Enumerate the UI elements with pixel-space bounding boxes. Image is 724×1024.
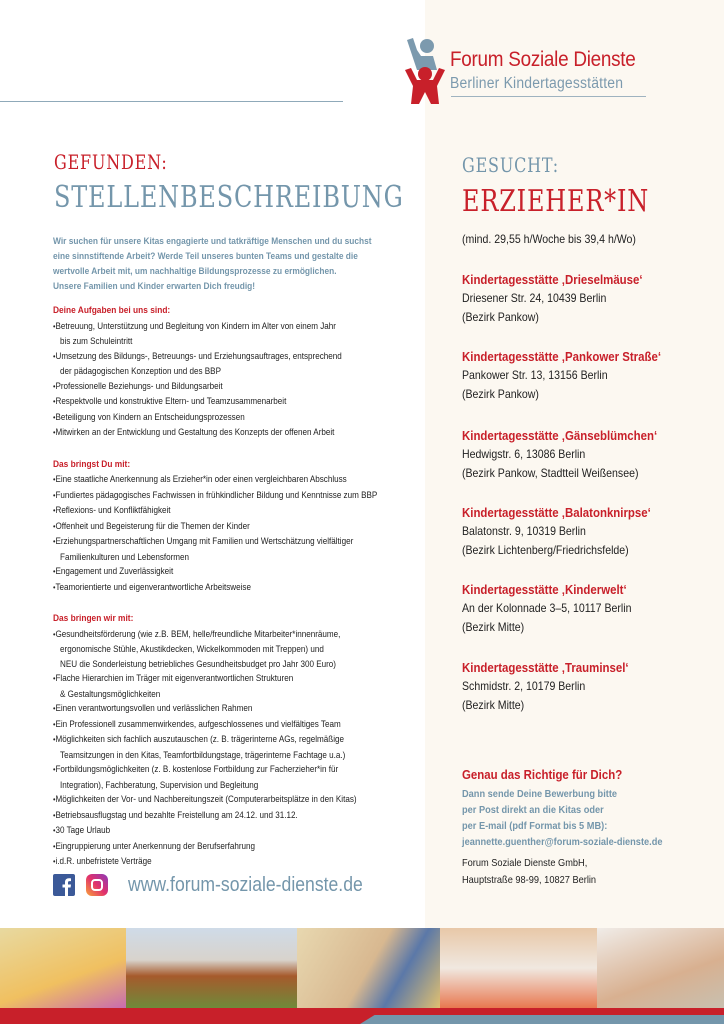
list-item: • i.d.R. unbefristete Verträge [53,854,377,870]
location-address: Schmidstr. 2, 10179 Berlin [462,679,586,693]
list-item: • Gesundheitsförderung (wie z.B. BEM, helle/freundliche Mitarbeiter*innenräume, ergonomische Stühle, Akustikdecken, Wickelkommoden mit Treppen) und NEU die Sonderleistung betriebliches Gesundheitsbudget pro Jahr 300 Euro) [53,627,377,672]
company-name: Forum Soziale Dienste GmbH, [462,857,588,869]
location-district: (Bezirk Lichtenberg/Friedrichsfelde) [462,543,629,557]
sections [53,304,377,870]
location-name: Kindertagesstätte ‚Balatonknirpse‘ [462,505,651,520]
location-address: Hedwigstr. 6, 13086 Berlin [462,447,586,461]
location-name: Kindertagesstätte ‚Trauminsel‘ [462,660,629,675]
location-address: Driesener Str. 24, 10439 Berlin [462,291,607,305]
location-district: (Bezirk Mitte) [462,698,525,712]
location-district: (Bezirk Pankow) [462,310,539,324]
cta-heading: Genau das Richtige für Dich? [462,767,623,782]
cta-line: per E-mail (pdf Format bis 5 MB): [462,820,608,832]
location-address: An der Kolonnade 3–5, 10117 Berlin [462,601,632,615]
section-list [53,472,377,595]
section-list [53,319,377,441]
location-address: Balatonstr. 9, 10319 Berlin [462,524,586,538]
list-item: • Engagement und Zuverlässigkeit [53,564,377,580]
list-item: • Offenheit und Begeisterung für die Themen der Kinder [53,519,377,535]
cta [462,764,663,889]
location [462,347,682,404]
website-link[interactable]: www.forum-soziale-dienste.de [128,874,363,896]
intro [53,234,372,294]
photo-children-painting [597,928,724,1008]
photo-child-playing [297,928,440,1008]
location [462,580,682,637]
email-link[interactable]: jeannette.guenther@forum-soziale-dienste.de [462,836,663,848]
logo-name: Forum Soziale Dienste [450,48,636,71]
section-heading: Das bringst Du mit: [53,458,131,470]
intro-line: wertvolle Arbeit mit, um nachhaltige Bildungsprozesse zu ermöglichen. [53,266,337,277]
list-item: • Teamorientierte und eigenverantwortliche Arbeitsweise [53,580,377,596]
left-kicker: GEFUNDEN: [54,150,168,174]
job-title: ERZIEHER*IN [462,184,650,219]
location [462,426,682,483]
location-name: Kindertagesstätte ‚Gänseblümchen‘ [462,428,658,443]
list-item: • Professionelle Beziehungs- und Bildungsarbeit [53,379,377,395]
list-item: • Fortbildungsmöglichkeiten (z. B. kostenlose Fortbildung zur Facherzieher*in für Integration), Fachberatung, Supervision und Begleitung [53,762,377,792]
logo-children-icon [403,36,447,106]
location-district: (Bezirk Mitte) [462,620,525,634]
instagram-icon[interactable] [86,874,108,896]
list-item: • Eine staatliche Anerkennung als Erzieher*in oder einen vergleichbaren Abschluss [53,472,377,488]
location-district: (Bezirk Pankow, Stadtteil Weißensee) [462,466,639,480]
intro-line: Wir suchen für unsere Kitas engagierte und tatkräftige Menschen und du suchst [53,236,372,247]
location-district: (Bezirk Pankow) [462,387,539,401]
list-item: • Eingruppierung unter Anerkennung der Berufserfahrung [53,839,377,855]
location-address: Pankower Str. 13, 13156 Berlin [462,368,608,382]
intro-line: eine sinnstiftende Arbeit? Werde Teil unseres bunten Teams und gestalte die [53,251,358,262]
list-item: • Betriebsausflugstag und bezahlte Freistellung am 24.12. und 31.12. [53,808,377,824]
hours: (mind. 29,55 h/Woche bis 39,4 h/Wo) [462,232,636,246]
list-item: • Flache Hierarchien im Träger mit eigenverantwortlichen Strukturen & Gestaltungsmöglichkeiten [53,671,377,701]
list-item: • Ein Professionell zusammenwirkendes, aufgeschlossenes und vielfältiges Team [53,717,377,733]
list-item: • Einen verantwortungsvollen und verlässlichen Rahmen [53,701,377,717]
list-item: • Erziehungspartnerschaftlichen Umgang mit Familien und Wertschätzung vielfältiger Familienkulturen und Lebensformen [53,534,377,564]
logo [403,36,653,106]
list-item: • Reflexions- und Konfliktfähigkeit [53,503,377,519]
list-item: • Betreuung, Unterstützung und Begleitung von Kindern im Alter von einem Jahr bis zum Schuleintritt [53,319,377,349]
list-item: • Mitwirken an der Entwicklung und Gestaltung des Konzepts der offenen Arbeit [53,425,377,441]
location [462,270,682,327]
list-item: • Umsetzung des Bildungs-, Betreuungs- und Erziehungsauftrages, entsprechend der pädagogischen Konzeption und des BBP [53,349,377,379]
photo-children-reading [0,928,126,1008]
list-item: • Beteiligung von Kindern an Entscheidungsprozessen [53,410,377,426]
list-item: • Möglichkeiten der Vor- und Nachbereitungszeit (Computerarbeitsplätze in den Kitas) [53,792,377,808]
location [462,658,682,715]
photo-kita-room [440,928,597,1008]
photo-building [126,928,297,1008]
location [462,503,682,560]
list-item: • Fundiertes pädagogisches Fachwissen in frühkindlicher Bildung und Kenntnisse zum BBP [53,488,377,504]
cta-line: Dann sende Deine Bewerbung bitte [462,788,618,800]
section-list [53,627,377,870]
facebook-icon[interactable] [53,874,75,896]
logo-rule [451,96,646,97]
footer-band-accent [360,1015,724,1024]
location-name: Kindertagesstätte ‚Kinderwelt‘ [462,582,627,597]
right-kicker: GESUCHT: [462,153,559,177]
section-heading: Deine Aufgaben bei uns sind: [53,305,171,316]
page-title: STELLENBESCHREIBUNG [54,180,404,215]
intro-line: Unsere Familien und Kinder erwarten Dich freudig! [53,281,256,292]
section-heading: Das bringen wir mit: [53,613,134,624]
list-item: • 30 Tage Urlaub [53,823,377,839]
company-address: Hauptstraße 98-99, 10827 Berlin [462,874,597,886]
cta-line: per Post direkt an die Kitas oder [462,804,604,816]
divider [0,101,343,102]
list-item: • Respektvolle und konstruktive Eltern- und Teamzusammenarbeit [53,394,377,410]
location-name: Kindertagesstätte ‚Drieselmäuse‘ [462,272,643,287]
location-name: Kindertagesstätte ‚Pankower Straße‘ [462,349,662,364]
logo-subtitle: Berliner Kindertagesstätten [450,75,624,92]
list-item: • Möglichkeiten sich fachlich auszutauschen (z. B. trägerinterne AGs, regelmäßige Teamsitzungen in den Kitas, Teamfortbildungstage, trägerinterne Fachtage u.a.) [53,732,377,762]
